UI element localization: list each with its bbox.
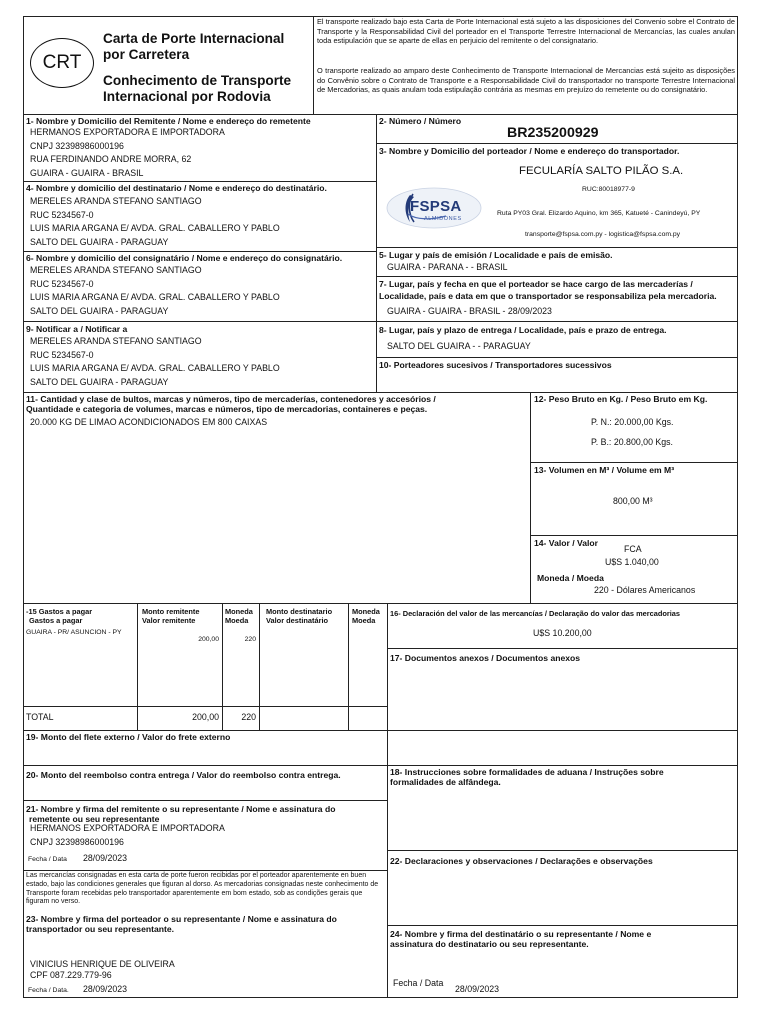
box16-label: 16- Declaración del valor de las mercancías / Declaração do valor das mercadorias: [390, 609, 681, 618]
consignee-line: LUIS MARIA ARGANA E/ AVDA. GRAL. CABALLERO Y PABLO: [30, 292, 280, 303]
title-spanish: [103, 31, 284, 62]
recipient-line: LUIS MARIA ARGANA E/ AVDA. GRAL. CABALLERO Y PABLO: [30, 223, 280, 234]
volume-value: 800,00 M³: [613, 496, 653, 506]
fspsa-logo-text: FSPSA: [410, 198, 462, 215]
carrier-address: Ruta PY03 Gral. Elizardo Aquino, km 365, Katueté - Canindeyú, PY: [497, 210, 701, 217]
sender-signature-line: CNPJ 32398986000196: [30, 836, 124, 847]
box17-label: 17- Documentos anexos / Documentos anexos: [390, 653, 581, 663]
recipient-date-label: Fecha / Data: [393, 978, 444, 988]
box18-label-line-2: formalidades de alfândega.: [390, 777, 501, 787]
box23-label-line-2: transportador ou seu representante.: [26, 924, 175, 934]
freight-currency: 220: [244, 636, 256, 643]
consignee-block: [30, 264, 280, 319]
carrier-signatory-name: VINICIUS HENRIQUE DE OLIVEIRA: [30, 959, 175, 969]
box19-label: 19- Monto del flete externo / Valor do frete externo: [26, 732, 231, 742]
box9-label: 9- Notificar a / Notificar a: [26, 324, 128, 334]
pickup-place-date: GUAIRA - GUAIRA - BRASIL - 28/09/2023: [387, 306, 552, 316]
col-sender-amount-line-1: Monto remitente: [142, 607, 200, 616]
box15-label: [26, 607, 92, 625]
carrier-signatory-cpf: CPF 087.229.779-96: [30, 970, 112, 980]
box10-label: 10- Porteadores sucesivos / Transportadores sucessivos: [379, 360, 612, 370]
col-recipient-currency-line-2: Moeda: [352, 616, 376, 625]
box18-label-line-1: 18- Instrucciones sobre formalidades de aduana / Instruções sobre: [390, 767, 664, 777]
box22-label: 22- Declaraciones y observaciones / Declarações e observações: [390, 856, 653, 866]
box23-label-line-1: 23- Nombre y firma del porteador o su representante / Nome e assinatura do: [26, 914, 337, 924]
col-sender-currency-line-1: Moneda: [225, 607, 253, 616]
consignee-line: MERELES ARANDA STEFANO SANTIAGO: [30, 265, 202, 275]
title-portuguese: [103, 73, 291, 104]
goods-description: 20.000 KG DE LIMAO ACONDICIONADOS EM 800 CAIXAS: [30, 417, 268, 427]
box18-label: [390, 767, 664, 787]
col-sender-currency: [225, 607, 253, 625]
col-recipient-currency: [352, 607, 380, 625]
col-recipient-amount-line-1: Monto destinatario: [266, 607, 333, 616]
col-recipient-amount: [266, 607, 332, 625]
sender-signature-block: [30, 822, 225, 849]
crt-badge: [30, 38, 94, 88]
fspsa-logo: [386, 186, 486, 230]
total-label: TOTAL: [26, 712, 54, 722]
consignee-line: SALTO DEL GUAIRA - PARAGUAY: [30, 306, 169, 317]
box11-label-line-2: Quantidade e categoria de volumes, marcas e números, tipo de mercadorias, containeres e peças.: [26, 404, 428, 414]
carrier-ruc: RUC:80018977-9: [582, 186, 635, 193]
col-recipient-currency-line-1: Moneda: [352, 607, 380, 616]
legal-notice-es: El transporte realizado bajo esta Carta de Porte Internacional está sujeto a las disposiciones del Convenio sobre el Contrato de Transporte y la Responsabilidad Civil del porteador en el Transporte Terrestre Internacional de Mercancías, las cuales anulan toda estipulación que se aparte de ellas en perjuicio del remitente o del consignatario.: [317, 17, 735, 46]
sender-line: GUAIRA - GUAIRA - BRASIL: [30, 168, 144, 179]
currency-label: Moneda / Moeda: [537, 573, 604, 583]
incoterm: FCA: [624, 544, 642, 554]
currency-value: 220 - Dólares Americanos: [594, 585, 696, 595]
box24-label-line-2: assinatura do destinatario ou seu representante.: [390, 939, 589, 949]
box21-label-line-1: 21- Nombre y firma del remitente o su representante / Nome e assinatura do: [26, 804, 336, 814]
box6-label: 6- Nombre y domicilio del consignatário / Nome e endereço do consignatário.: [26, 253, 343, 263]
box24-label: [390, 929, 651, 949]
col-recipient-amount-line-2: Valor destinatário: [266, 616, 329, 625]
title-portuguese-line-1: Conhecimento de Transporte: [103, 73, 292, 88]
goods-value: U$S 1.040,00: [605, 557, 659, 567]
title-spanish-line-2: por Carretera: [103, 46, 190, 62]
box21-label-line-2: remetente ou seu representante: [29, 814, 160, 824]
box4-label: 4- Nombre y domicilio del destinatario / Nome e endereço do destinatário.: [26, 183, 327, 193]
sender-block: [30, 126, 225, 181]
carrier-emails: transporte@fspsa.com.py - logistica@fspsa.com.py: [525, 231, 681, 238]
document-number: BR235200929: [507, 125, 599, 141]
recipient-date: 28/09/2023: [455, 984, 500, 994]
notify-line: RUC 5234567-0: [30, 349, 94, 360]
box7-label-line-1: 7- Lugar, país y fecha en que el porteador se hace cargo de las mercaderías /: [379, 279, 693, 289]
box7-label-line-2: Localidade, país e data em que o transportador se responsabiliza pela mercadoria.: [379, 291, 717, 301]
recipient-block: [30, 195, 280, 250]
freight-amount: 200,00: [198, 636, 219, 643]
box14-label: 14- Valor / Valor: [534, 538, 599, 548]
col-sender-amount-line-2: Valor remitente: [142, 616, 196, 625]
gross-weight: P. B.: 20.800,00 Kgs.: [591, 437, 674, 447]
total-amount: 200,00: [192, 712, 219, 722]
notify-line: SALTO DEL GUAIRA - PARAGUAY: [30, 377, 169, 388]
box7-label: [379, 279, 717, 301]
recipient-line: MERELES ARANDA STEFANO SANTIAGO: [30, 196, 202, 206]
sender-line: RUA FERDINANDO ANDRE MORRA, 62: [30, 154, 192, 165]
box3-label: 3- Nombre y Domicilio del porteador / Nome e endereço do transportador.: [379, 146, 680, 156]
title-portuguese-line-2: Internacional por Rodovia: [103, 88, 271, 104]
box20-label: 20- Monto del reembolso contra entrega / Valor do reembolso contra entrega.: [26, 770, 341, 780]
notify-line: MERELES ARANDA STEFANO SANTIAGO: [30, 336, 202, 346]
receipt-note: Las mercancías consignadas en esta carta de porte fueron recibidas por el porteador aparentemente en buen estado, bajo las condiciones generales que figuran al dorso. As mercadorias consignadas neste conhecimento de Transporte foram recebidas pelo transportador aparentemente em bom estado, sob as condições gerais que figuram no verso.: [26, 872, 379, 906]
sender-date-label: Fecha / Data: [28, 856, 67, 863]
sender-line: HERMANOS EXPORTADORA E IMPORTADORA: [30, 127, 225, 137]
box12-label: 12- Peso Bruto en Kg. / Peso Bruto em Kg.: [534, 394, 708, 404]
freight-route: GUAIRA - PR/ ASUNCION - PY: [26, 629, 122, 636]
declared-value: U$S 10.200,00: [533, 628, 592, 638]
fspsa-logo-subtext: ALMIDONES: [424, 216, 462, 222]
net-weight: P. N.: 20.000,00 Kgs.: [591, 417, 674, 427]
col-sender-amount: [142, 607, 199, 625]
col-sender-currency-line-2: Moeda: [225, 616, 249, 625]
delivery-place: SALTO DEL GUAIRA - - PARAGUAY: [387, 341, 531, 351]
recipient-line: SALTO DEL GUAIRA - PARAGUAY: [30, 237, 169, 248]
carrier-company: FECULARÍA SALTO PILÃO S.A.: [519, 165, 684, 177]
box11-label: [26, 394, 436, 414]
crt-badge-text: CRT: [42, 52, 82, 73]
box15-label-line-2: Gastos a pagar: [29, 616, 83, 625]
total-currency: 220: [241, 712, 256, 722]
carrier-signatory: [30, 959, 175, 981]
box5-label: 5- Lugar y país de emisión / Localidade e país de emisão.: [379, 250, 613, 260]
box15-label-line-1: -15 Gastos a pagar: [26, 607, 93, 616]
notify-block: [30, 335, 280, 390]
title-spanish-line-1: Carta de Porte Internacional: [103, 31, 285, 46]
sender-date: 28/09/2023: [83, 853, 128, 863]
box11-label-line-1: 11- Cantidad y clase de bultos, marcas y números, tipo de mercaderías, contenedores y accesórios /: [26, 394, 436, 404]
box8-label: 8- Lugar, país y plazo de entrega / Localidade, país e prazo de entrega.: [379, 325, 667, 335]
box2-label: 2- Número / Número: [379, 116, 462, 126]
carrier-date-label: Fecha / Data.: [28, 987, 69, 994]
box13-label: 13- Volumen en M³ / Volume em M³: [534, 465, 675, 475]
box23-label: [26, 914, 337, 934]
issue-place: GUAIRA - PARANA - - BRASIL: [387, 262, 508, 272]
recipient-line: RUC 5234567-0: [30, 209, 94, 220]
notify-line: LUIS MARIA ARGANA E/ AVDA. GRAL. CABALLERO Y PABLO: [30, 363, 280, 374]
consignee-line: RUC 5234567-0: [30, 278, 94, 289]
sender-signature-line: HERMANOS EXPORTADORA E IMPORTADORA: [30, 823, 225, 833]
box1-label: 1- Nombre y Domicilio del Remitente / Nome e endereço do remetente: [26, 116, 311, 126]
box24-label-line-1: 24- Nombre y firma del destinatário o su representante / Nome e: [390, 929, 652, 939]
box21-label: [26, 804, 335, 824]
legal-notice-pt: O transporte realizado ao amparo deste Conhecimento de Transporte Internacional de Mercancias está sujeito as disposições do Convênio sobre o Contrato de Transporte e a Responsabilidade Civil do transportador no transporte Terrestre Internacional de Mercadorias, as quais anulam toda estipulação contrária as mesmas em prejuízo do remetente ou do consignatário.: [317, 66, 735, 95]
carrier-date: 28/09/2023: [83, 984, 128, 994]
sender-line: CNPJ 32398986000196: [30, 140, 124, 151]
